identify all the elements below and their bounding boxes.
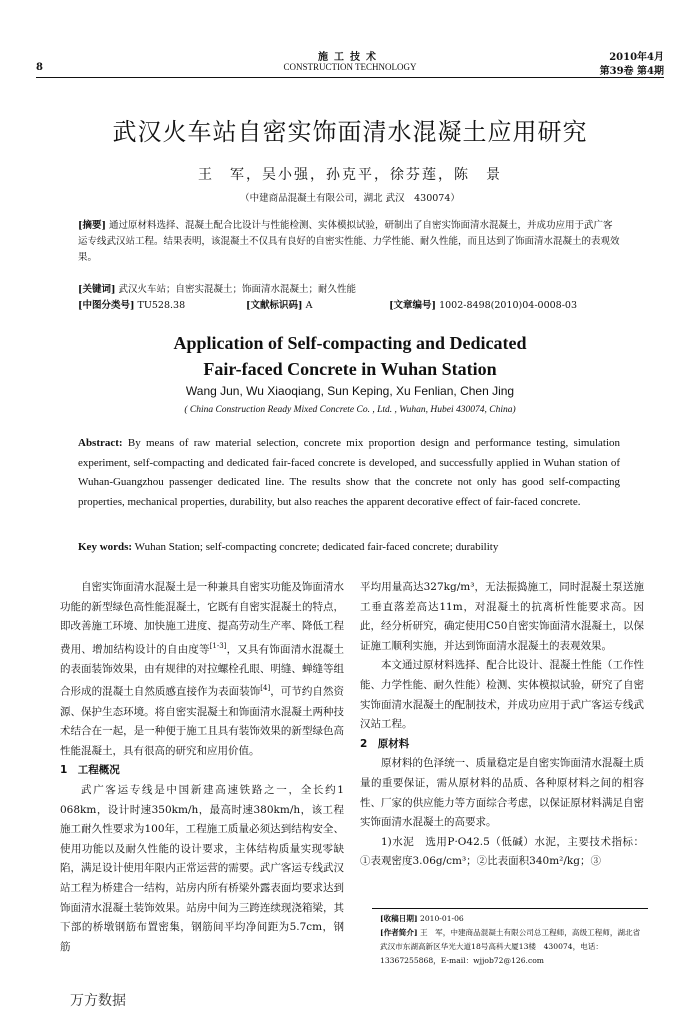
article-no-label: [文章编号]	[389, 300, 437, 311]
citation-1: [1-3]	[209, 641, 227, 650]
author-bio	[380, 926, 646, 968]
abstract-en-text: By means of raw material selection, concrete mix proportion design and performance testing, simulation experiment, self-compacting and dedicated fair-faced concrete is developed, and successfully applied in Wuhan station of Wuhan-Guangzhou passenger dedicated line. The results show that the concrete not only has good self-compacting properties, mechanical properties, durability, but also reaches the apparent decorative effect of fair-faced concrete.	[78, 437, 620, 508]
intro-text-a: 自密实饰面清水混凝土是一种兼具自密实功能及饰面清水功能的新型绿色高性能混凝土，它既有自密实混凝土的特点，即改善施工环境、加快施工进度、提高劳动生产率、降低工程费用、增加结构设计的自由度等	[60, 581, 344, 656]
running-header	[36, 42, 664, 76]
watermark: 万方数据	[70, 993, 126, 1009]
intro-paragraph	[60, 578, 344, 761]
citation-2: [4]	[260, 684, 271, 693]
received-date	[380, 912, 646, 926]
keywords-en-text: Wuhan Station; self-compacting concrete; dedicated fair-faced concrete; durability	[134, 541, 499, 553]
keywords-cn-label: [关键词]	[78, 284, 116, 295]
affiliation-en: ( China Construction Ready Mixed Concrete Co. , Ltd. , Wuhan, Hubei 430074, China)	[184, 405, 516, 415]
author-bio-text: 王 军，中建商品混凝土有限公司总工程师，高级工程师，湖北省武汉市东湖高新区华光大道18号高科大厦13楼 430074，电话：13367255868，E-mail：wjjob72@126.com	[380, 928, 641, 965]
continued-paragraph: 平均用量高达327kg/m³，无法振捣施工，同时混凝土泵送施工垂直落差高达11m，对混凝土的抗离析性能要求高。因此，经分析研究，确定使用C50自密实饰面清水混凝土，以保证施工顺利实施，并达到饰面清水混凝土的表观效果。	[360, 581, 644, 652]
cement-paragraph: 1)水泥 选用P·O42.5（低碱）水泥，主要技术指标：①表观密度3.06g/cm³；②比表面积340m²/kg；③	[360, 835, 644, 868]
article-no-value: 1002-8498(2010)04-0008-03	[439, 300, 578, 311]
keywords-en	[78, 538, 620, 558]
materials-paragraph: 原材料的色泽统一、质量稳定是自密实饰面清水混凝土质量的重要保证，需从原材料的品质、各种原材料之间的相容性、厂家的供应能力等方面综合考虑，以保证原材料满足自密实饰面清水混凝土的高要求。	[360, 757, 644, 829]
title-en-line2: Fair-faced Concrete in Wuhan Station	[203, 359, 497, 379]
title-cn: 武汉火车站自密实饰面清水混凝土应用研究	[112, 118, 588, 146]
footnote-rule	[372, 908, 648, 909]
classification-line	[78, 298, 620, 314]
author-bio-label: [作者简介]	[380, 928, 418, 937]
issue-date: 2010年4月	[609, 52, 664, 63]
keywords-cn	[78, 282, 620, 298]
abstract-en-label: Abstract:	[78, 437, 123, 449]
doc-code-label: [文献标识码]	[246, 300, 303, 311]
affiliation-cn: （中建商品混凝土有限公司，湖北 武汉 430074）	[240, 193, 460, 204]
title-en-line1: Application of Self-compacting and Dedicated	[173, 333, 527, 353]
body-left-column	[60, 578, 344, 957]
clc-value: TU528.38	[137, 300, 186, 311]
authors-en: Wang Jun, Wu Xiaoqiang, Sun Keping, Xu Fenlian, Chen Jing	[185, 384, 515, 398]
abstract-cn-text: 通过原材料选择、混凝土配合比设计与性能检测、实体模拟试验，研制出了自密实饰面清水混凝土，并成功应用于武广客运专线武汉站工程。结果表明，该混凝土不仅具有良好的自密实性能、力学性能、耐久性能，而且达到了饰面清水混凝土的表观效果。	[78, 220, 620, 263]
doc-code-value: A	[305, 300, 313, 311]
intro-text-b: ，又具有饰面清水混凝土的表面装饰效果，由有规律的对拉螺栓孔眼、明缝、蝉缝等组合形成的混凝土自然质感直接作为表面装饰	[60, 643, 345, 698]
volume-issue: 第39卷 第4期	[599, 66, 664, 77]
journal-name-cn: 施工技术	[318, 52, 382, 63]
page-number: 8	[36, 62, 43, 73]
abstract-cn-label: [摘要]	[78, 220, 106, 231]
keywords-en-label: Key words:	[78, 541, 133, 553]
section-2-heading: 2 原材料	[360, 737, 410, 750]
clc-label: [中图分类号]	[78, 300, 135, 311]
intro-text-c: ，可节约自然资源、保护生态环境。将自密实混凝土和饰面清水混凝土两种技术结合在一起，是一种便于施工且具有装饰效果的新型绿色高性能混凝土，具有很高的研究和应用价值。	[60, 685, 345, 757]
abstract-en	[78, 434, 620, 512]
keywords-cn-text: 武汉火车站；自密实混凝土；饰面清水混凝土；耐久性能	[118, 284, 357, 295]
abstract-cn	[78, 218, 620, 266]
footnote	[380, 912, 646, 968]
title-en	[0, 330, 700, 382]
received-label: [收稿日期]	[380, 914, 418, 923]
authors-cn: 王 军，吴小强，孙克平，徐芬莲，陈 景	[198, 167, 502, 183]
header-rule	[36, 77, 664, 78]
received-value: 2010-01-06	[419, 914, 464, 923]
section-1-paragraph: 武广客运专线是中国新建高速铁路之一，全长约1 068km，设计时速350km/h，最高时速380km/h，该工程施工耐久性要求为100年，工程施工质量必须达到结构安全、使用功能以及耐久性能的设计要求，主体结构质量实现零缺陷，满足设计使用年限内正常运营的需要。武广客运专线武汉站工程为桥建合一结构，站房内所有桥梁外露表面均要求达到饰面清水混凝土装饰效果。站房中间为三跨连续现浇箱梁，其下部的桥墩钢筋布置密集，钢筋间平均净间距为5.7cm，钢筋	[60, 783, 344, 953]
journal-name-en: CONSTRUCTION TECHNOLOGY	[283, 62, 417, 72]
scope-paragraph: 本文通过原材料选择、配合比设计、混凝土性能（工作性能、力学性能、耐久性能）检测、实体模拟试验，研究了自密实饰面清水混凝土的配制技术，并成功应用于武广客运专线武汉站工程。	[360, 659, 644, 731]
section-1-heading: 1 工程概况	[60, 764, 120, 777]
body-right-column	[360, 578, 644, 872]
